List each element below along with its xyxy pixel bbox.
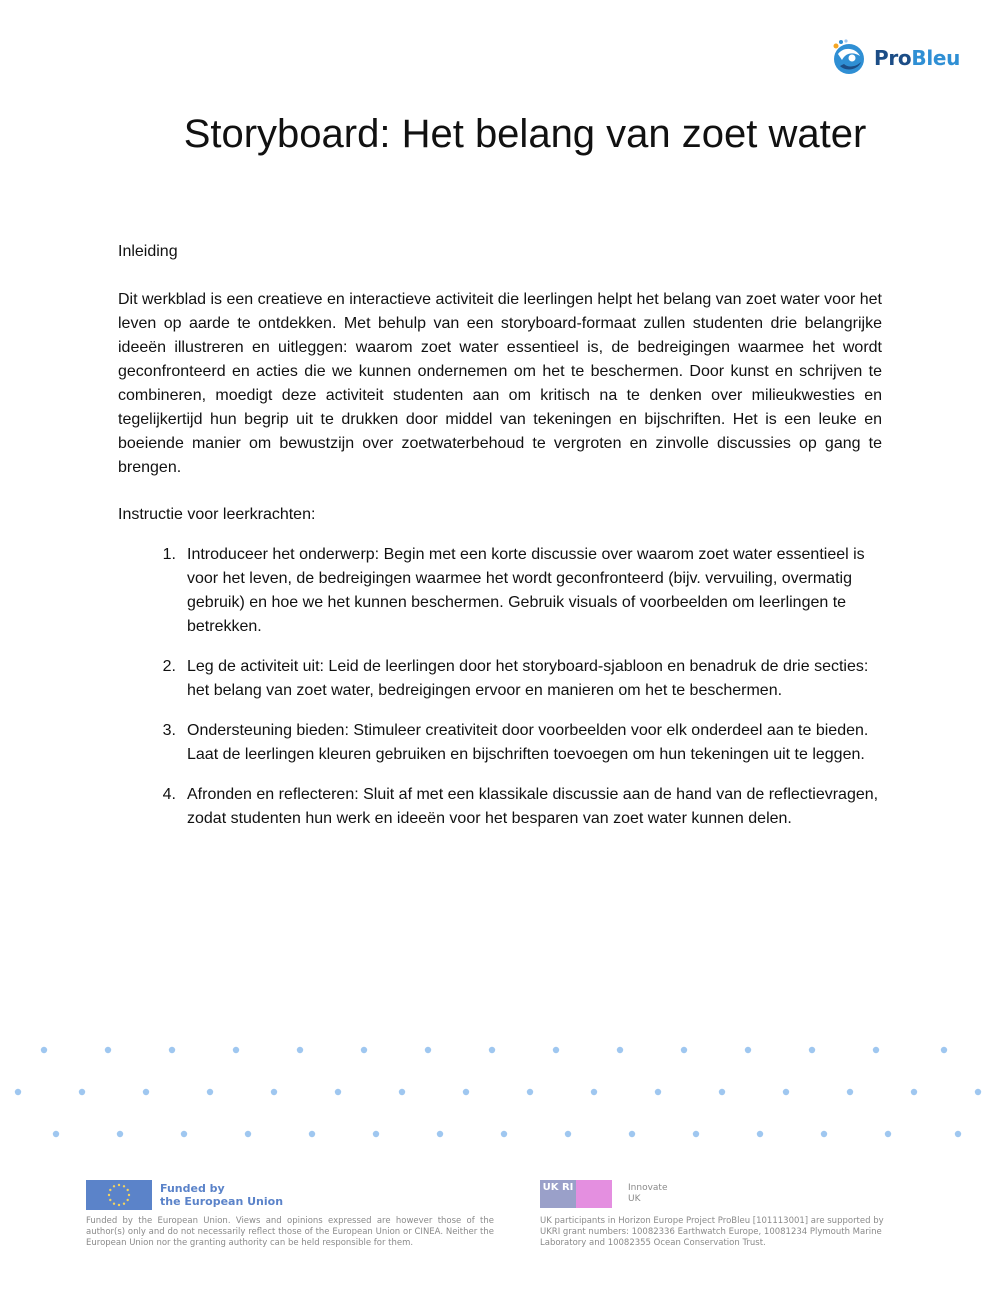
probleu-wordmark [874,46,960,70]
eu-disclaimer: Funded by the European Union. Views and opinions expressed are however those of the author(s) only and do not necessarily reflect those of the European Union or CINEA. Neither the European Union nor the granting authority can be held responsible for them. [86,1216,494,1248]
ukri-logo-text: UK RI [540,1180,576,1208]
eu-funded-label [160,1182,283,1208]
eu-funding-block [86,1180,494,1249]
innovate-uk-label [628,1183,667,1205]
intro-paragraph: Dit werkblad is een creatieve en interactieve activiteit die leerlingen helpt het belang van zoet water voor het leven op aarde te ontdekken. Met behulp van een storyboard-formaat zullen studenten drie belangrijke ideeën illustreren en uitleggen: waarom zoet water essentieel is, de bedreigingen waarmee het wordt geconfronteerd en acties die we kunnen ondernemen om het te beschermen. Door kunst en schrijven te combineren, moedigt deze activiteit studenten aan om kritisch na te denken over milieukwesties en tegelijkertijd hun begrip uit te drukken door middel van tekeningen en bijschriften. Het is een leuke en boeiende manier om bewustzijn over zoetwaterbehoud te vergroten en zinvolle discussies op gang te brengen. [118,291,882,476]
list-item-number: 2. [162,658,176,675]
list-item-text: Afronden en reflecteren: Sluit af met een klassikale discussie aan de hand van de reflectievragen, zodat studenten hun werk en ideeën voor het besparen van zoet water kunnen delen. [187,786,879,827]
page-title: Storyboard: Het belang van zoet water [183,112,867,156]
decorative-dot-pattern [0,1040,1000,1150]
list-item [118,543,882,639]
instructions-heading: Instructie voor leerkrachten: [118,506,316,523]
innovate-uk-mark [576,1180,612,1208]
list-item-number: 4. [162,786,176,803]
list-item [118,719,882,767]
eu-funded-line1: Funded by [160,1182,225,1195]
probleu-logo [830,38,960,78]
main-content [118,240,882,847]
ukri-disclaimer: UK participants in Horizon Europe Project ProBleu [101113001] are supported by UKRI grant numbers: 10082336 Earthwatch Europe, 10081234 Plymouth Marine Laboratory and 10082355 Ocean Conservation Trust. [540,1216,884,1248]
ukri-logo [540,1180,612,1208]
list-item-text: Leg de activiteit uit: Leid de leerlingen door het storyboard-sjabloon en benadruk de drie secties: het belang van zoet water, bedreigingen ervoor en manieren om het te beschermen. [187,658,869,699]
innovate-line2: UK [628,1194,641,1204]
list-item-text: Ondersteuning bieden: Stimuleer creativiteit door voorbeelden voor elk onderdeel aan te bieden. Laat de leerlingen kleuren gebruiken en bijschriften toevoegen om hun tekeningen uit te leggen. [187,722,869,763]
eu-funded-line2: the European Union [160,1195,284,1208]
logo-bleu: Bleu [911,46,961,70]
list-item-text: Introduceer het onderwerp: Begin met een korte discussie over waarom zoet water essentieel is voor het leven, de bedreigingen waarmee het wordt geconfronteerd (bijv. vervuiling, overmatig gebruik) en hoe we het kunnen beschermen. Gebruik visuals of voorbeelden om leerlingen te betrekken. [187,546,865,635]
logo-pro: Pro [874,46,912,70]
innovate-line1: Innovate [628,1183,668,1193]
probleu-swirl-icon [830,38,868,78]
eu-flag-icon [86,1180,152,1210]
list-item-number: 1. [162,546,176,563]
intro-heading: Inleiding [118,243,178,260]
instructions-list [118,543,882,831]
ukri-funding-block [540,1180,900,1249]
list-item [118,783,882,831]
list-item-number: 3. [162,722,176,739]
list-item [118,655,882,703]
